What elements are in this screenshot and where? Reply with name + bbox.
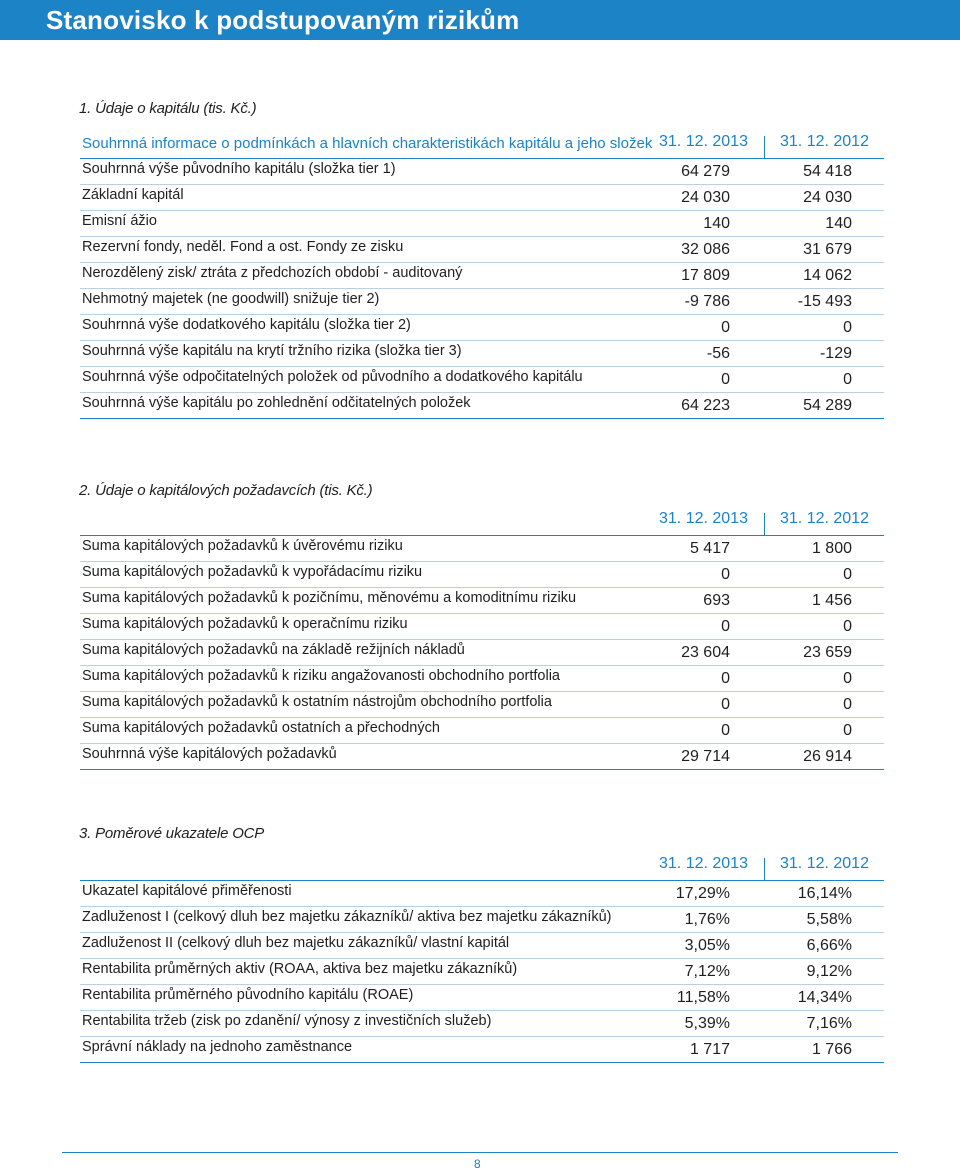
table-row — [80, 1011, 884, 1037]
column-header-2013: 31. 12. 2013 — [659, 133, 748, 150]
row-label: Zadluženost II (celkový dluh bez majetku zákazníků/ vlastní kapitál — [82, 935, 510, 951]
column-separator — [764, 136, 765, 158]
row-label: Zadluženost I (celkový dluh bez majetku zákazníků/ aktiva bez majetku zákazníků) — [82, 909, 612, 925]
row-label: Suma kapitálových požadavků k úvěrovému riziku — [82, 538, 403, 554]
value-2013: 64 223 — [681, 397, 730, 414]
table-row — [80, 237, 884, 263]
table-row — [80, 185, 884, 211]
value-2013: 140 — [703, 215, 730, 232]
row-label: Suma kapitálových požadavků k vypořádacímu riziku — [82, 564, 423, 580]
value-2013: 7,12% — [684, 963, 730, 980]
value-2013: 32 086 — [681, 241, 730, 258]
section-3-title: 3. Poměrové ukazatele OCP — [79, 825, 265, 842]
column-header-2012: 31. 12. 2012 — [780, 510, 869, 527]
row-label: Rentabilita průměrného původního kapitálu (ROAE) — [82, 987, 414, 1003]
table-header-row — [80, 132, 884, 159]
value-2013: 0 — [721, 371, 730, 388]
row-label: Suma kapitálových požadavků ostatních a přechodných — [82, 720, 440, 736]
value-2013: 1 717 — [689, 1041, 730, 1058]
value-2013: 1,76% — [684, 911, 730, 928]
row-label: Nerozdělený zisk/ ztráta z předchozích období - auditovaný — [82, 265, 463, 281]
section-1-title: 1. Údaje o kapitálu (tis. Kč.) — [79, 100, 257, 117]
value-2012: 6,66% — [806, 937, 852, 954]
table-row — [80, 744, 884, 770]
column-header-2012: 31. 12. 2012 — [780, 855, 869, 872]
table-row — [80, 881, 884, 907]
row-label: Suma kapitálových požadavků k riziku angažovanosti obchodního portfolia — [82, 668, 560, 684]
row-label: Rentabilita průměrných aktiv (ROAA, aktiva bez majetku zákazníků) — [82, 961, 518, 977]
section-2-title: 2. Údaje o kapitálových požadavcích (tis. Kč.) — [79, 482, 373, 499]
table-row — [80, 933, 884, 959]
table-row — [80, 315, 884, 341]
column-header-2013: 31. 12. 2013 — [659, 510, 748, 527]
row-label: Rentabilita tržeb (zisk po zdanění/ výnosy z investičních služeb) — [82, 1013, 492, 1029]
page-number: 8 — [474, 1157, 481, 1171]
row-label: Souhrnná výše původního kapitálu (složka tier 1) — [82, 161, 396, 177]
row-label: Souhrnná výše kapitálu na krytí tržního rizika (složka tier 3) — [82, 343, 462, 359]
value-2012: 31 679 — [803, 241, 852, 258]
ratio-indicators-table — [80, 854, 884, 1063]
capital-requirements-table — [80, 509, 884, 770]
value-2012: 14,34% — [797, 989, 852, 1006]
row-label: Suma kapitálových požadavků k ostatním nástrojům obchodního portfolia — [82, 694, 552, 710]
table-row — [80, 341, 884, 367]
row-label: Souhrnná výše dodatkového kapitálu (složka tier 2) — [82, 317, 411, 333]
row-label: Emisní ážio — [82, 213, 157, 229]
column-header-2013: 31. 12. 2013 — [659, 855, 748, 872]
value-2012: 24 030 — [803, 189, 852, 206]
value-2012: 0 — [843, 618, 852, 635]
value-2013: 5 417 — [689, 540, 730, 557]
value-2013: 3,05% — [684, 937, 730, 954]
footer-divider — [62, 1152, 898, 1153]
value-2013: 24 030 — [681, 189, 730, 206]
value-2013: 64 279 — [681, 163, 730, 180]
value-2012: 5,58% — [806, 911, 852, 928]
value-2012: 0 — [843, 722, 852, 739]
value-2013: -56 — [706, 345, 730, 362]
value-2012: 0 — [843, 566, 852, 583]
table-header-row — [80, 854, 884, 881]
value-2012: 26 914 — [803, 748, 852, 765]
value-2013: 0 — [721, 566, 730, 583]
value-2013: 0 — [721, 319, 730, 336]
table-row — [80, 536, 884, 562]
value-2013: 693 — [703, 592, 730, 609]
table-header-row — [80, 509, 884, 536]
value-2012: 23 659 — [803, 644, 852, 661]
value-2012: 140 — [825, 215, 852, 232]
table-row — [80, 588, 884, 614]
table-row — [80, 1037, 884, 1063]
column-separator — [764, 858, 765, 880]
value-2013: -9 786 — [684, 293, 730, 310]
value-2012: 9,12% — [806, 963, 852, 980]
page-title: Stanovisko k podstupovaným rizikům — [46, 5, 520, 35]
value-2013: 0 — [721, 670, 730, 687]
value-2013: 17,29% — [675, 885, 730, 902]
row-label: Suma kapitálových požadavků na základě režijních nákladů — [82, 642, 465, 658]
table-row — [80, 985, 884, 1011]
table-row — [80, 907, 884, 933]
table-row — [80, 959, 884, 985]
table-row — [80, 289, 884, 315]
capital-table — [80, 132, 884, 419]
table-row — [80, 367, 884, 393]
table-header-label: Souhrnná informace o podmínkách a hlavních charakteristikách kapitálu a jeho složek — [82, 135, 653, 152]
row-label: Rezervní fondy, neděl. Fond a ost. Fondy ze zisku — [82, 239, 404, 255]
value-2012: -129 — [819, 345, 852, 362]
table-row — [80, 666, 884, 692]
table-row — [80, 640, 884, 666]
value-2012: 7,16% — [806, 1015, 852, 1032]
table-row — [80, 614, 884, 640]
table-row — [80, 211, 884, 237]
value-2012: -15 493 — [797, 293, 852, 310]
value-2013: 5,39% — [684, 1015, 730, 1032]
row-label: Souhrnná výše kapitálu po zohlednění odčitatelných položek — [82, 395, 471, 411]
value-2012: 1 800 — [811, 540, 852, 557]
page-title-banner — [0, 0, 960, 40]
row-label: Správní náklady na jednoho zaměstnance — [82, 1039, 353, 1055]
value-2012: 0 — [843, 319, 852, 336]
value-2012: 1 766 — [811, 1041, 852, 1058]
value-2012: 54 289 — [803, 397, 852, 414]
row-label: Nehmotný majetek (ne goodwill) snižuje tier 2) — [82, 291, 380, 307]
row-label: Souhrnná výše odpočitatelných položek od původního a dodatkového kapitálu — [82, 369, 583, 385]
value-2013: 0 — [721, 722, 730, 739]
table-row — [80, 718, 884, 744]
table-row — [80, 692, 884, 718]
value-2013: 0 — [721, 696, 730, 713]
row-label: Suma kapitálových požadavků k operačnímu riziku — [82, 616, 408, 632]
table-row — [80, 393, 884, 419]
table-row — [80, 562, 884, 588]
value-2012: 0 — [843, 670, 852, 687]
row-label: Základní kapitál — [82, 187, 184, 203]
value-2012: 54 418 — [803, 163, 852, 180]
value-2012: 0 — [843, 696, 852, 713]
value-2012: 16,14% — [797, 885, 852, 902]
column-separator — [764, 513, 765, 535]
table-row — [80, 263, 884, 289]
value-2013: 17 809 — [681, 267, 730, 284]
column-header-2012: 31. 12. 2012 — [780, 133, 869, 150]
row-label: Souhrnná výše kapitálových požadavků — [82, 746, 337, 762]
row-label: Suma kapitálových požadavků k pozičnímu, měnovému a komoditnímu riziku — [82, 590, 577, 606]
table-row — [80, 159, 884, 185]
row-label: Ukazatel kapitálové přiměřenosti — [82, 883, 292, 899]
value-2012: 0 — [843, 371, 852, 388]
value-2013: 0 — [721, 618, 730, 635]
value-2013: 29 714 — [681, 748, 730, 765]
value-2012: 1 456 — [811, 592, 852, 609]
value-2013: 23 604 — [681, 644, 730, 661]
value-2013: 11,58% — [676, 989, 730, 1006]
value-2012: 14 062 — [803, 267, 852, 284]
